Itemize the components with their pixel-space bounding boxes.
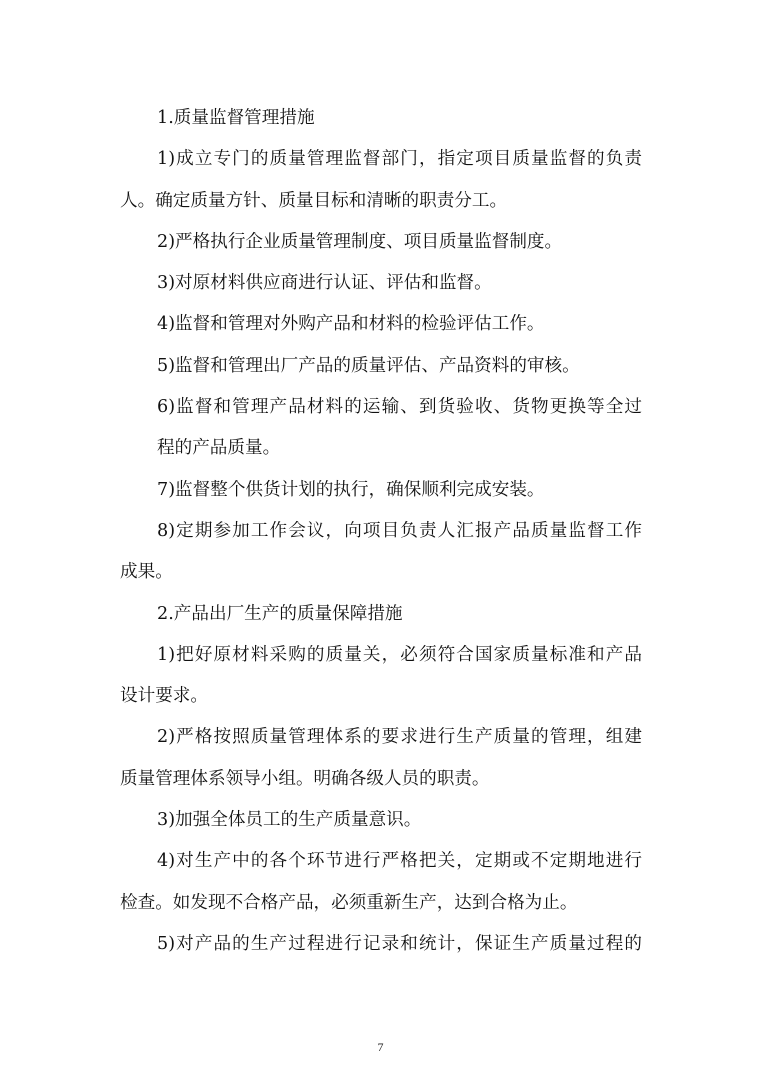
paragraph-line: 5)监督和管理出厂产品的质量评估、产品资料的审核。 xyxy=(157,355,580,376)
paragraph-line: 设计要求。 xyxy=(120,686,208,707)
paragraph-line: 检查。如发现不合格产品，必须重新生产，达到合格为止。 xyxy=(120,892,578,913)
paragraph-line: 3)加强全体员工的生产质量意识。 xyxy=(157,810,422,831)
paragraph-line: 1)成立专门的质量管理监督部门，指定项目质量监督的负责 xyxy=(157,149,642,170)
paragraph-line: 成果。 xyxy=(120,562,173,583)
paragraph-line: 2)严格按照质量管理体系的要求进行生产质量的管理，组建 xyxy=(157,727,642,748)
body-text xyxy=(120,98,642,965)
paragraph-line: 8)定期参加工作会议，向项目负责人汇报产品质量监督工作 xyxy=(157,520,642,541)
paragraph-line: 6)监督和管理产品材料的运输、到货验收、货物更换等全过 xyxy=(157,397,642,418)
section-heading: 1.质量监督管理措施 xyxy=(157,108,315,128)
paragraph-line: 质量管理体系领导小组。明确各级人员的职责。 xyxy=(120,768,490,789)
paragraph-line: 程的产品质量。 xyxy=(157,438,281,459)
paragraph-line: 4)监督和管理对外购产品和材料的检验评估工作。 xyxy=(157,314,545,335)
section-heading: 2.产品出厂生产的质量保障措施 xyxy=(157,603,403,624)
paragraph-line: 1)把好原材料采购的质量关，必须符合国家质量标准和产品 xyxy=(157,644,642,665)
paragraph-line: 4)对生产中的各个环节进行严格把关，定期或不定期地进行 xyxy=(157,851,642,872)
paragraph-line: 7)监督整个供货计划的执行，确保顺利完成安装。 xyxy=(157,479,545,500)
paragraph-line: 5)对产品的生产过程进行记录和统计，保证生产质量过程的 xyxy=(157,933,642,954)
paragraph-line: 2)严格执行企业质量管理制度、项目质量监督制度。 xyxy=(157,231,563,252)
paragraph-line: 人。确定质量方针、质量目标和清晰的职责分工。 xyxy=(120,190,508,211)
paragraph-line: 3)对原材料供应商进行认证、评估和监督。 xyxy=(157,273,492,294)
page-number: 7 xyxy=(377,1040,384,1054)
